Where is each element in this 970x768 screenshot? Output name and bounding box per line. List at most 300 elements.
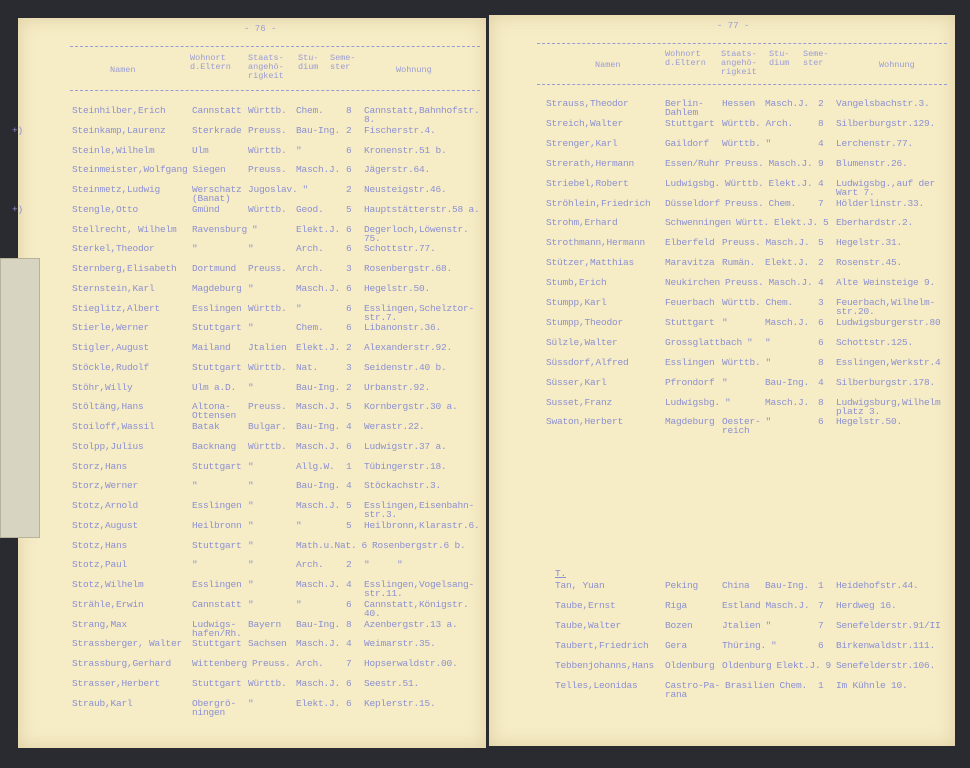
cell-studium: Geod.	[296, 203, 324, 215]
cell-name: Stumpp,Theodor	[546, 316, 624, 328]
cell-wohnort: Stuttgart	[192, 322, 242, 334]
cell-staat: "	[248, 519, 254, 531]
cell-wohnort: Pfrondorf	[665, 376, 715, 388]
cell-wohnung: Birkenwaldstr.111.	[836, 640, 936, 651]
header-rule	[537, 84, 947, 85]
cell-semester: 7	[818, 197, 824, 209]
cell-wohnort: Obergrö- ningen	[192, 697, 237, 718]
cell-name: Tan, Yuan	[555, 580, 605, 591]
cell-staat: Württb.	[725, 177, 764, 189]
cell-wohnung: Fischerstr.4.	[364, 124, 436, 136]
cell-staat: Württb.	[248, 203, 287, 215]
cell-staat: Jtalien	[722, 620, 761, 631]
cell-name: Steinle,Wilhelm	[72, 144, 155, 156]
cell-semester: 6	[818, 416, 824, 428]
cell-semester: 9	[825, 660, 832, 671]
cell-wohnort: Heilbronn	[192, 519, 242, 531]
cell-semester: 8	[346, 105, 352, 116]
cell-name: Stumb,Erich	[546, 277, 607, 289]
cell-name: Stierle,Werner	[72, 322, 150, 334]
cell-wohnort: Gera	[665, 640, 688, 651]
cell-semester: 6	[346, 677, 352, 689]
cell-staat: Württb.	[722, 117, 761, 129]
cell-name: Strang,Max	[72, 618, 128, 630]
cell-staat: Preuss.	[252, 658, 291, 669]
cell-wohnort: Bozen	[665, 620, 693, 631]
cell-wohnung: Azenbergstr.13 a.	[364, 618, 458, 630]
cell-staat: Preuss.	[248, 164, 287, 176]
cell-semester: 2	[818, 98, 824, 109]
cell-studium: Elekt.J.	[296, 697, 341, 709]
cell-semester: 8	[346, 618, 352, 630]
cell-wohnort: Esslingen	[192, 302, 242, 314]
cell-studium: "	[296, 519, 302, 531]
cell-staat: Württb.	[248, 361, 287, 373]
cell-semester: 5	[346, 401, 352, 413]
cell-wohnung: Libanonstr.36.	[364, 322, 442, 334]
cell-wohnort: Stuttgart	[192, 638, 242, 650]
cell-wohnort: "	[192, 480, 198, 492]
cell-staat: Preuss.	[248, 124, 287, 136]
cell-staat: Rumän.	[722, 257, 756, 269]
cell-wohnort: Altona- Ottensen	[192, 401, 237, 422]
cell-name: Striebel,Robert	[546, 177, 629, 189]
cell-studium: Elekt.J.	[296, 223, 341, 235]
cell-name: Telles,Leonidas	[555, 680, 638, 691]
cell-staat: Preuss.	[725, 197, 764, 209]
cell-wohnung: Rosenbergstr.6 b.	[372, 539, 466, 551]
cell-semester: 6	[346, 598, 352, 610]
cell-semester: 1	[818, 580, 824, 591]
cell-studium: Masch.J.	[296, 164, 341, 176]
cell-name: Steinhilber,Erich	[72, 105, 166, 116]
cell-name: Stotz,Wilhelm	[72, 579, 144, 590]
cell-wohnung: Cannstatt,Königstr. 40.	[364, 598, 469, 619]
cell-wohnung: Werastr.22.	[364, 421, 425, 432]
cell-wohnort: Siegen	[192, 164, 226, 176]
cell-studium: Elekt.J.	[765, 257, 810, 269]
cell-wohnung: Silberburgstr.129.	[836, 117, 936, 129]
cell-staat: China	[722, 580, 750, 591]
cell-studium: Arch.	[296, 263, 324, 274]
cell-wohnung: Ludwigsburgerstr.80	[836, 316, 941, 328]
cell-studium: "	[302, 184, 309, 195]
cell-wohnort: Magdeburg	[192, 282, 242, 294]
cell-studium: "	[765, 416, 772, 428]
cell-name: Taube,Walter	[555, 620, 622, 631]
cell-staat: Württb.	[248, 440, 287, 452]
cell-wohnung: Tübingerstr.18.	[364, 460, 447, 472]
cell-studium: "	[765, 620, 772, 631]
cell-name: Stengle,Otto	[72, 203, 139, 215]
cell-semester: 7	[346, 658, 352, 669]
header-rule	[537, 43, 947, 44]
cell-staat: "	[248, 539, 254, 551]
cell-wohnort: Stuttgart	[192, 361, 242, 373]
cell-staat: Preuss.	[725, 157, 764, 169]
cell-semester: 7	[818, 600, 824, 611]
col-semester: Seme- ster	[330, 53, 356, 72]
cell-staat: Sachsen	[248, 638, 287, 650]
cell-wohnort: "	[192, 559, 198, 571]
cell-wohnung: Seidenstr.40 b.	[364, 361, 447, 373]
cell-semester: 6	[346, 164, 352, 176]
cell-wohnort: Cannstatt	[192, 598, 242, 610]
cell-semester: 8	[818, 356, 824, 368]
cell-semester: 2	[346, 559, 352, 571]
cell-semester: 8	[818, 117, 824, 129]
cell-staat: Brasilien	[725, 680, 775, 691]
cell-staat: "	[248, 480, 254, 492]
cell-wohnort: Stuttgart	[665, 117, 715, 129]
cell-semester: 4	[346, 579, 352, 590]
cell-studium: Bau-Ing.	[296, 480, 341, 492]
cell-studium: Masch.J.	[296, 401, 341, 413]
cell-studium: Chem.	[765, 297, 794, 308]
cell-wohnort: Neukirchen	[665, 277, 721, 289]
cell-wohnung: Hegelstr.31.	[836, 237, 903, 249]
cell-studium: Masch.J.	[765, 316, 810, 328]
cell-wohnort: Ludwigs- hafen/Rh.	[192, 618, 242, 639]
cell-staat: Bayern	[248, 618, 282, 630]
cell-semester: 5	[818, 237, 824, 249]
cell-wohnung: " "	[364, 559, 403, 571]
cell-name: Stöltäng,Hans	[72, 401, 144, 413]
cell-semester: 7	[818, 620, 824, 631]
cell-wohnort: Ludwigsbg.	[665, 396, 721, 408]
cell-wohnung: Neusteigstr.46.	[364, 184, 447, 195]
cell-wohnort: Batak	[192, 421, 220, 432]
cell-name: Strassburg,Gerhard	[72, 658, 172, 669]
cell-wohnung: Schottstr.125.	[836, 336, 914, 348]
cell-semester: 4	[818, 277, 824, 289]
cell-name: Strerath,Hermann	[546, 157, 635, 169]
cell-studium: Allg.W.	[296, 460, 335, 472]
cell-name: Steinmeister,Wolfgang	[72, 164, 188, 176]
cell-wohnort: Stuttgart	[665, 316, 715, 328]
cell-semester: 5	[346, 519, 352, 531]
cell-wohnort: Oldenburg	[665, 660, 715, 671]
cell-staat: Württb.	[722, 297, 761, 308]
cell-name: Sternberg,Elisabeth	[72, 263, 177, 274]
cell-name: Strassberger, Walter	[72, 638, 183, 650]
cell-semester: 4	[818, 376, 824, 388]
cell-wohnung: Senefelderstr.106.	[836, 660, 936, 671]
cell-name: Storz,Werner	[72, 480, 139, 492]
cell-staat: Oester- reich	[722, 416, 761, 437]
cell-name: Stöhr,Willy	[72, 381, 133, 393]
cell-name: Stöckle,Rudolf	[72, 361, 150, 373]
cell-studium: Masch.J.	[296, 500, 341, 511]
cell-staat: "	[248, 243, 254, 255]
cell-wohnort: Werschatz (Banat)	[192, 184, 242, 204]
cell-studium: Masch.J.	[296, 677, 341, 689]
cell-studium: Bau-Ing.	[765, 376, 810, 388]
cell-wohnung: Degerloch,Löwenstr. 75.	[364, 223, 469, 244]
cell-wohnort: Cannstatt	[192, 105, 242, 116]
cell-staat: "	[248, 559, 254, 571]
cell-staat: Württb.	[248, 105, 287, 116]
col-wohnort: Wohnort d.Eltern	[665, 49, 706, 68]
cell-wohnung: Hölderlinstr.33.	[836, 197, 925, 209]
cell-staat: Jugoslav.	[248, 184, 298, 195]
cell-semester: 3	[346, 361, 352, 373]
cell-wohnung: Jägerstr.64.	[364, 164, 431, 176]
cell-staat: "	[248, 460, 254, 472]
cell-wohnung: Alte Weinsteige 9.	[836, 277, 936, 289]
cell-name: Stigler,August	[72, 342, 150, 353]
cell-wohnung: Seestr.51.	[364, 677, 420, 689]
cell-wohnort: Magdeburg	[665, 416, 715, 428]
cell-staat: "	[725, 396, 731, 408]
cell-name: Ströhlein,Friedrich	[546, 197, 651, 209]
cell-studium: Masch.J.	[765, 396, 810, 408]
binder-flap	[0, 258, 40, 538]
cell-wohnung: Rosenstr.45.	[836, 257, 903, 269]
cell-staat: "	[747, 336, 753, 348]
cell-wohnung: Ludwigstr.37 a.	[364, 440, 447, 452]
cell-name: Streich,Walter	[546, 117, 624, 129]
cell-semester: 4	[346, 638, 352, 650]
row-marker: +)	[12, 203, 24, 215]
cell-name: Strenger,Karl	[546, 137, 618, 149]
cell-wohnung: Schottstr.77.	[364, 243, 436, 255]
cell-wohnung: Esslingen,Eisenbahn- str.3.	[364, 500, 475, 520]
cell-wohnung: Eberhardstr.2.	[836, 217, 914, 229]
cell-semester: 6	[346, 223, 352, 235]
col-wohnung: Wohnung	[879, 60, 915, 70]
cell-wohnort: "	[192, 243, 198, 255]
cell-name: Strasser,Herbert	[72, 677, 161, 689]
cell-staat: Estland	[722, 600, 761, 611]
cell-wohnung: Hegelstr.50.	[364, 282, 431, 294]
cell-wohnung: Kronenstr.51 b.	[364, 144, 447, 156]
cell-wohnung: Hegelstr.50.	[836, 416, 903, 428]
cell-wohnort: Ulm a.D.	[192, 381, 237, 393]
cell-wohnort: Gmünd	[192, 203, 220, 215]
cell-staat: Württb.	[248, 302, 287, 314]
cell-semester: 6	[818, 336, 824, 348]
cell-wohnort: Sterkrade	[192, 124, 242, 136]
cell-staat: "	[722, 376, 728, 388]
cell-wohnung: Blumenstr.26.	[836, 157, 908, 169]
cell-wohnung: Feuerbach,Wilhelm- str.20.	[836, 297, 936, 317]
cell-wohnung: Esslingen,Vogelsang- str.11.	[364, 579, 475, 599]
cell-staat: Preuss.	[248, 401, 287, 413]
cell-staat: Oldenburg	[722, 660, 772, 671]
cell-wohnung: Silberburgstr.178.	[836, 376, 936, 388]
cell-staat: Württb.	[248, 144, 287, 156]
cell-wohnort: Stuttgart	[192, 460, 242, 472]
cell-name: Sternstein,Karl	[72, 282, 155, 294]
cell-wohnung: Vangelsbachstr.3.	[836, 98, 930, 109]
cell-studium: Bau-Ing.	[296, 421, 341, 432]
cell-wohnung: Cannstatt,Bahnhofstr. 8.	[364, 105, 480, 125]
cell-semester: 3	[818, 297, 824, 308]
cell-wohnort: Düsseldorf	[665, 197, 721, 209]
cell-studium: Arch.	[296, 658, 324, 669]
cell-name: Strohm,Erhard	[546, 217, 618, 229]
cell-studium: Masch.J.	[765, 98, 810, 109]
cell-studium: Elekt.J.	[296, 342, 341, 353]
cell-wohnort: Castro-Pa- rana	[665, 680, 721, 700]
cell-wohnort: Peking	[665, 580, 699, 591]
cell-studium: "	[771, 640, 777, 651]
cell-name: Tebbenjohanns,Hans	[555, 660, 655, 671]
cell-name: Süssdorf,Alfred	[546, 356, 629, 368]
cell-staat: Jtalien	[248, 342, 287, 353]
cell-studium: Bau-Ing.	[296, 124, 341, 136]
cell-name: Stotz,Paul	[72, 559, 128, 571]
cell-semester: 2	[346, 184, 352, 195]
cell-staat: "	[252, 223, 258, 235]
cell-studium: Masch.J.	[765, 237, 810, 249]
cell-name: Stotz,Arnold	[72, 500, 139, 511]
cell-wohnort: Schwenningen	[665, 217, 732, 229]
cell-wohnort: Backnang	[192, 440, 237, 452]
cell-semester: 5	[823, 217, 829, 229]
cell-wohnort: Feuerbach	[665, 297, 715, 308]
cell-name: Stellrecht, Wilhelm	[72, 223, 177, 235]
cell-wohnort: Esslingen	[192, 579, 242, 590]
cell-staat: "	[248, 579, 254, 590]
cell-semester: 6	[346, 282, 352, 294]
cell-studium: "	[765, 336, 771, 348]
cell-studium: Masch.J.	[296, 440, 341, 452]
cell-semester: 6	[346, 243, 352, 255]
cell-name: Süsser,Karl	[546, 376, 607, 388]
cell-studium: "	[765, 356, 772, 368]
cell-wohnort: Maravitza	[665, 257, 715, 269]
cell-wohnung: Im Kühnle 10.	[836, 680, 908, 691]
cell-name: Sülzle,Walter	[546, 336, 618, 348]
cell-name: Stotz,Hans	[72, 539, 128, 551]
cell-name: Stützer,Matthias	[546, 257, 635, 269]
cell-semester: 5	[346, 203, 352, 215]
cell-studium: "	[296, 598, 302, 610]
cell-staat: "	[248, 381, 254, 393]
cell-name: Taubert,Friedrich	[555, 640, 649, 651]
cell-semester: 4	[346, 480, 352, 492]
cell-wohnung: Heidehofstr.44.	[836, 580, 919, 591]
cell-semester: 6	[346, 697, 352, 709]
cell-studium: Masch.J.	[765, 600, 810, 611]
cell-name: Sterkel,Theodor	[72, 243, 155, 255]
cell-semester: 6	[818, 316, 824, 328]
cell-studium: "	[296, 144, 302, 156]
cell-wohnort: Riga	[665, 600, 688, 611]
cell-studium: Chem.	[768, 197, 797, 209]
cell-staat: Württb.	[722, 356, 761, 368]
col-studium: Stu- dium	[769, 49, 790, 68]
row-marker: +)	[12, 124, 24, 136]
cell-wohnung: Urbanstr.92.	[364, 381, 431, 393]
cell-studium: Chem.	[779, 680, 808, 691]
cell-wohnung: Esslingen,Werkstr.4	[836, 356, 941, 368]
left-page	[12, 18, 486, 748]
cell-wohnort: Esslingen	[665, 356, 715, 368]
cell-staat: "	[248, 500, 254, 511]
cell-wohnung: Rosenbergstr.68.	[364, 263, 453, 274]
cell-studium: Masch.J.	[296, 638, 341, 650]
cell-wohnort: Mailand	[192, 342, 231, 353]
cell-studium: Math.u.Nat.	[296, 539, 357, 551]
cell-wohnung: Heilbronn,Klarastr.6.	[364, 519, 480, 531]
cell-semester: 4	[818, 137, 824, 149]
cell-staat: "	[248, 282, 254, 294]
col-name: Namen	[110, 65, 136, 75]
cell-name: Stoiloff,Wassil	[72, 421, 155, 432]
cell-wohnung: Stöckachstr.3.	[364, 480, 442, 492]
cell-staat: "	[248, 598, 254, 610]
cell-semester: 6	[346, 302, 352, 314]
cell-staat: Hessen	[722, 98, 756, 109]
cell-staat: Preuss.	[722, 237, 761, 249]
col-semester: Seme- ster	[803, 49, 829, 68]
cell-staat: "	[722, 316, 728, 328]
cell-semester: 6	[346, 440, 352, 452]
cell-name: Steinmetz,Ludwig	[72, 184, 161, 195]
cell-wohnung: Keplerstr.15.	[364, 697, 436, 709]
cell-studium: Chem.	[296, 105, 324, 116]
cell-staat: Württb.	[722, 137, 761, 149]
cell-studium: Bau-Ing.	[296, 381, 341, 393]
cell-wohnung: Alexanderstr.92.	[364, 342, 453, 353]
col-staat: Staats- angehö- rigkeit	[248, 53, 284, 81]
cell-name: Susset,Franz	[546, 396, 613, 408]
cell-semester: 2	[346, 381, 352, 393]
cell-studium: Bau-Ing.	[765, 580, 810, 591]
cell-studium: Arch.	[765, 117, 794, 129]
header-rule	[70, 46, 480, 47]
cell-name: Stolpp,Julius	[72, 440, 144, 452]
cell-semester: 3	[346, 263, 352, 274]
cell-wohnung: Lerchenstr.77.	[836, 137, 914, 149]
cell-wohnung: Senefelderstr.91/II	[836, 620, 941, 631]
right-page	[489, 15, 955, 746]
cell-semester: 5	[346, 500, 352, 511]
cell-wohnort: Wittenberg	[192, 658, 248, 669]
cell-name: Straub,Karl	[72, 697, 133, 709]
cell-studium: Arch.	[296, 243, 324, 255]
cell-wohnort: Elberfeld	[665, 237, 715, 249]
cell-semester: 6	[346, 322, 352, 334]
cell-wohnort: Ravensburg	[192, 223, 248, 235]
cell-wohnort: Stuttgart	[192, 539, 242, 551]
cell-staat: Württb.	[248, 677, 287, 689]
cell-staat: Thüring.	[722, 640, 767, 651]
cell-wohnort: Essen/Ruhr	[665, 157, 721, 169]
header-rule	[70, 90, 480, 91]
cell-studium: Elekt.J.	[776, 660, 821, 671]
cell-wohnung: Kornbergstr.30 a.	[364, 401, 458, 413]
cell-studium: "	[296, 302, 302, 314]
cell-studium: Elekt.J.	[768, 177, 813, 189]
cell-wohnort: Berlin- Dahlem	[665, 98, 704, 118]
cell-semester: 6	[818, 640, 824, 651]
col-staat: Staats- angehö- rigkeit	[721, 49, 757, 77]
section-letter: T.	[555, 568, 567, 579]
cell-studium: Masch.J.	[296, 282, 341, 294]
cell-studium: Masch.J.	[768, 157, 813, 169]
cell-studium: Nat.	[296, 361, 319, 373]
cell-wohnort: Ludwigsbg.	[665, 177, 721, 189]
cell-wohnort: Grossglattbach	[665, 336, 743, 348]
cell-wohnung: Ludwigsbg.,auf der Wart 7.	[836, 177, 936, 198]
col-wohnung: Wohnung	[396, 65, 432, 75]
cell-name: Stumpp,Karl	[546, 297, 607, 308]
cell-semester: 2	[346, 342, 352, 353]
